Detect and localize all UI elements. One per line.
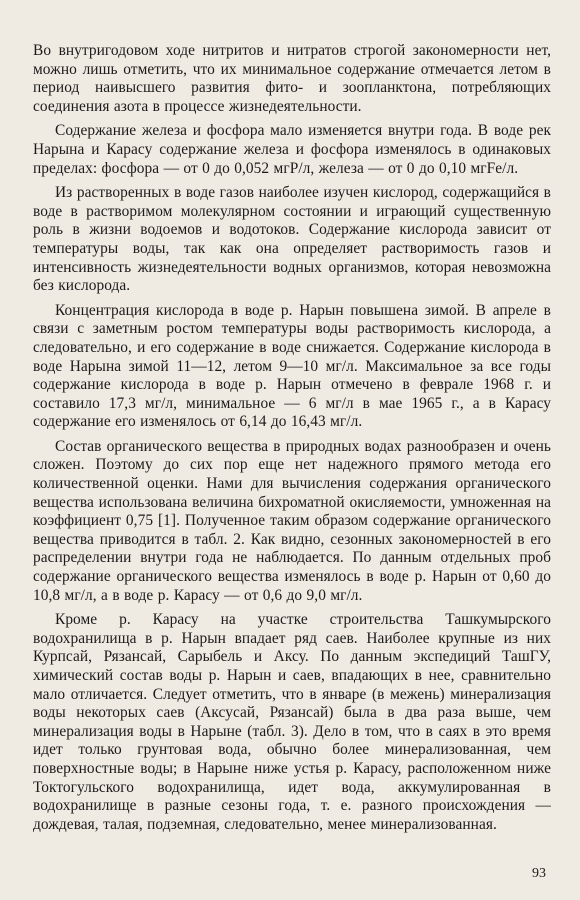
body-text [33, 42, 551, 840]
paragraph-dissolved-gases: Из растворенных в воде газов наиболее изучен кислород, содержащийся в воде в растворимом молекулярном состоянии и играющий существенную роль в жизни водоемов и водотоков. Содержание кислорода зависит от температуры воды, так как она определяет растворимость газов и интенсивность жизнедеятельности водных организмов, которая невозможна без кислорода. [33, 184, 551, 295]
paragraph-iron-phosphorus: Содержание железа и фосфора мало изменяется внутри года. В воде рек Нарына и Карасу содержание железа и фосфора изменялось в одинаковых пределах: фосфора — от 0 до 0,052 мгР/л, железа — от 0 до 0,10 мгFe/л. [33, 122, 551, 177]
paragraph-nitrites: Во внутригодовом ходе нитритов и нитратов строгой закономерности нет, можно лишь отметить, что их минимальное содержание отмечается летом в период наивысшего развития фито- и зоопланктона, потребляющих соединения азота в процессе жизнедеятельности. [33, 42, 551, 115]
paragraph-organic-matter: Состав органического вещества в природных водах разнообразен и очень сложен. Поэтому до сих пор еще нет надежного прямого метода его количественной оценки. Нами для вычисления содержания органического вещества использована величина бихроматной окисляемости, умноженная на коэффициент 0,75 [1]. Полученное таким образом содержание органического вещества приводится в табл. 2. Как видно, сезонных закономерностей в его распределении внутри года не наблюдается. По данным отдельных проб содержание органического вещества изменялось в воде р. Нарын от 0,60 до 10,8 мг/л, а в воде р. Карасу — от 0,6 до 9,0 мг/л. [33, 437, 551, 604]
paragraph-oxygen-concentration: Концентрация кислорода в воде р. Нарын повышена зимой. В апреле в связи с заметным ростом температуры воды растворимость кислорода, а следовательно, и его содержание в воде снижается. Содержание кислорода в воде Нарына зимой 11—12, летом 9—10 мг/л. Максимальное за все годы содержание кислорода в воде р. Нарын отмечено в феврале 1968 г. и составило 17,3 мг/л, минимальное — 6 мг/л в мае 1965 г., а в Карасу содержание его изменялось от 6,14 до 16,43 мг/л. [33, 301, 551, 431]
page-number: 93 [532, 866, 546, 881]
paragraph-tributaries: Кроме р. Карасу на участке строительства Ташкумырского водохранилища в р. Нарын впадает ряд саев. Наиболее крупные из них Курпсай, Рязансай, Сарыбель и Аксу. По данным экспедиций ТашГУ, химический состав воды р. Нарын и саев, впадающих в нее, сравнительно мало отличается. Следует отметить, что в январе (в межень) минерализация воды некоторых саев (Аксусай, Рязансай) была в два раза выше, чем минерализация воды в Нарыне (табл. 3). Дело в том, что в саях в это время идет только грунтовая вода, обычно более минерализованная, чем поверхностные воды; в Нарыне ниже устья р. Карасу, расположенном ниже Токтогульского водохранилища, идет вода, аккумулированная в водохранилище в разные сезоны года, т. е. разного происхождения — дождевая, талая, подземная, следовательно, менее минерализованная. [33, 611, 551, 833]
